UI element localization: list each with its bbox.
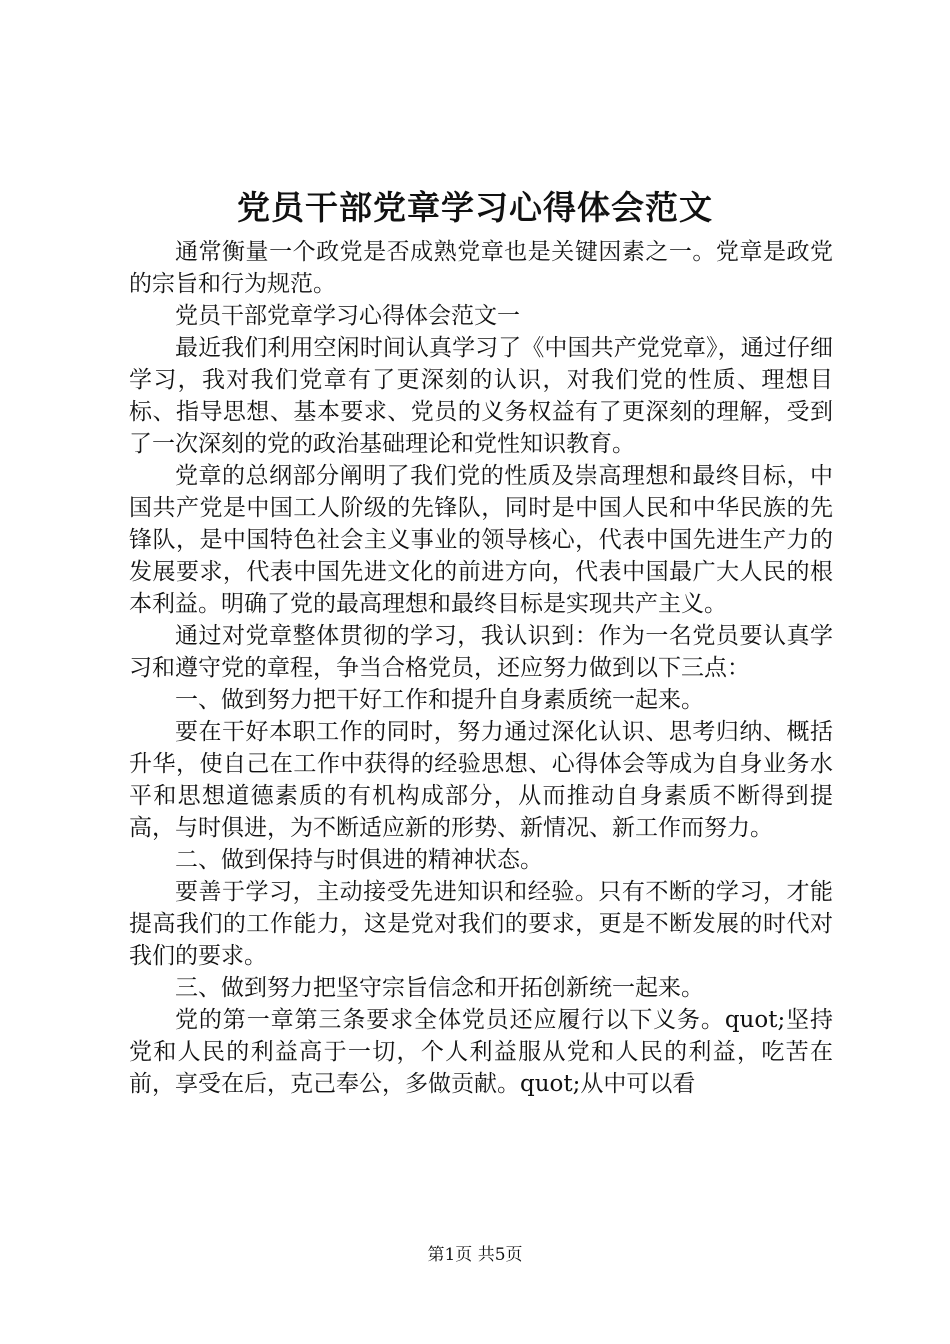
paragraph-intro: 通常衡量一个政党是否成熟党章也是关键因素之一。党章是政党的宗旨和行为规范。 — [129, 239, 833, 297]
document-title: 党员干部党章学习心得体会范文 — [237, 188, 713, 227]
section-heading-3: 三、做到努力把坚守宗旨信念和开拓创新统一起来。 — [175, 975, 704, 1001]
section-heading-2: 二、做到保持与时俱进的精神状态。 — [175, 847, 543, 873]
paragraph: 最近我们利用空闲时间认真学习了《中国共产党党章》，通过仔细学习，我对我们党章有了更深刻的认识，对我们党的性质、理想目标、指导思想、基本要求、党员的义务权益有了更深刻的理解，受到了一次深刻的党的政治基础理论和党性知识教育。 — [129, 335, 833, 457]
paragraph: 党章的总纲部分阐明了我们党的性质及崇高理想和最终目标，中国共产党是中国工人阶级的先锋队，同时是中国人民和中华民族的先锋队，是中国特色社会主义事业的领导核心，代表中国先进生产力的发展要求，代表中国先进文化的前进方向，代表中国最广大人民的根本利益。明确了党的最高理想和最终目标是实现共产主义。 — [129, 463, 833, 617]
document-body — [129, 236, 833, 1100]
page-footer: 第1页 共5页 — [427, 1245, 523, 1265]
paragraph: 通过对党章整体贯彻的学习，我认识到：作为一名党员要认真学习和遵守党的章程，争当合格党员，还应努力做到以下三点： — [129, 623, 833, 681]
paragraph-subtitle: 党员干部党章学习心得体会范文一 — [175, 303, 520, 329]
paragraph: 要善于学习，主动接受先进知识和经验。只有不断的学习，才能提高我们的工作能力，这是党对我们的要求，更是不断发展的时代对我们的要求。 — [129, 879, 833, 969]
section-heading-1: 一、做到努力把干好工作和提升自身素质统一起来。 — [175, 687, 704, 713]
paragraph: 党的第一章第三条要求全体党员还应履行以下义务。quot;坚持党和人民的利益高于一切，个人利益服从党和人民的利益，吃苦在前，享受在后，克己奉公，多做贡献。quot;从中可以看 — [129, 1007, 833, 1097]
paragraph: 要在干好本职工作的同时，努力通过深化认识、思考归纳、概括升华，使自己在工作中获得的经验思想、心得体会等成为自身业务水平和思想道德素质的有机构成部分，从而推动自身素质不断得到提高，与时俱进，为不断适应新的形势、新情况、新工作而努力。 — [129, 719, 833, 841]
